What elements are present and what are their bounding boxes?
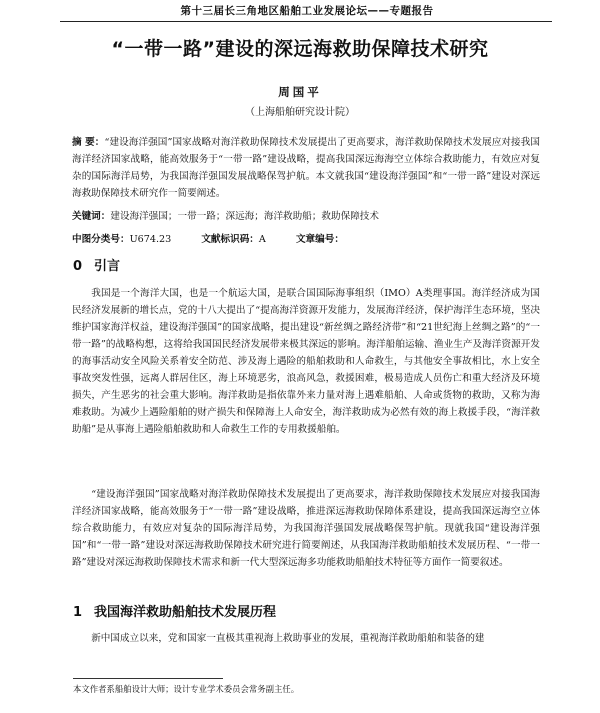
section-number: 1 [73,605,83,620]
doc-code-value: A [258,234,266,245]
intro-paragraph-2: “建设海洋强国”国家战略对海洋救助保障技术发展提出了更高要求，海洋救助保障技术发展应对接我国海洋经济国家战略，能高效服务于“一带一路”建设战略，推进深远海救助保障体系建设，提高我国深远海空立体综合救助能力，有效应对复杂的国际海洋局势，为我国海洋强国发展战略保驾护航。现就我国“建设海洋强国”和“一带一路”建设对深远海救助保障技术研究进行简要阐述，从我国海洋救助船舶技术发展历程、“一带一路”建设对深远海救助保障技术需求和新一代大型深远海多功能救助船舶技术特征等方面作一简要叙述。 [72,489,540,568]
section-number: 0 [73,259,83,274]
abstract-label: 摘 要： [72,137,105,148]
paper-title: “一带一路”建设的深远海救助保障技术研究 [111,38,489,60]
section-title: 引言 [94,259,121,274]
section-title: 我国海洋救助船舶技术发展历程 [94,605,277,620]
author-affiliation: （上海船舶研究设计院） [245,107,355,118]
footnote-rule [73,678,223,679]
abstract [72,134,540,202]
intro-paragraph-1: 我国是一个海洋大国，也是一个航运大国，是联合国国际海事组织（IMO）A类理事国。海洋经济成为国民经济发展新的增长点，党的十八大提出了“提高海洋资源开发能力，发展海洋经济，保护海洋生态环境，坚决维护国家海洋权益，建设海洋强国”的国家战略，提出建设“新丝绸之路经济带”和“21世纪海上丝绸之路”的“一带一路”的战略构想，这将给我国国民经济发展带来极其深远的影响。海洋船舶运输、渔业生产及海洋资源开发的海事活动安全风险关系着安全防范、涉及海上遇险的船舶救助和人命救生，与其他安全事故相比，水上安全事故突发性强，远离人群居住区，海上环境恶劣，浪高风急，救援困难，极易造成人员伤亡和重大经济及环境损失，产生恶劣的社会重大影响。海洋救助是指依靠外来力量对海上遇难船舶、人命或货物的救助，又称为海难救助。为减少上遇险船舶的财产损失和保障海上人命安全，海洋救助成为必然有效的海上救援手段，“海洋救助船”是从事海上遇险船舶救助和人命救生工作的专用救援船舶。 [72,288,540,435]
section1-paragraph-1: 新中国成立以来，党和国家一直极其重视海上救助事业的发展，重视海洋救助船舶和装备的建 [91,633,485,644]
footnote: 本文作者系船舶设计大师；设计专业学术委员会常务副主任。 [73,684,300,694]
section-heading-1 [73,601,276,620]
keywords [72,208,540,225]
header-rule [60,21,552,22]
author-name: 周国平 [278,85,322,99]
running-head: 第十三届长三角地区船舶工业发展论坛——专题报告 [180,5,434,17]
section-heading-intro [73,255,120,274]
keywords-label: 关键词： [72,211,111,222]
classification-row [72,231,344,245]
clc-value: U674.23 [129,234,172,245]
article-number-label: 文章编号： [295,234,344,245]
doc-code-label: 文献标识码： [201,234,259,245]
abstract-text: “建设海洋强国”国家战略对海洋救助保障技术发展提出了更高要求，海洋救助保障技术发展应对接我国海洋经济国家战略，能高效服务于“一带一路”建设战略，提高我国深远海海空立体综合救助能力，有效应对复杂的国际海洋局势，为我国海洋强国发展战略保驾护航。本文就我国“建设海洋强国”和“一带一路”建设对深远海救助保障技术研究作一简要阐述。 [72,137,541,199]
clc-label: 中图分类号： [72,234,130,245]
keywords-text: 建设海洋强国；一带一路；深远海；海洋救助船；救助保障技术 [110,211,379,222]
